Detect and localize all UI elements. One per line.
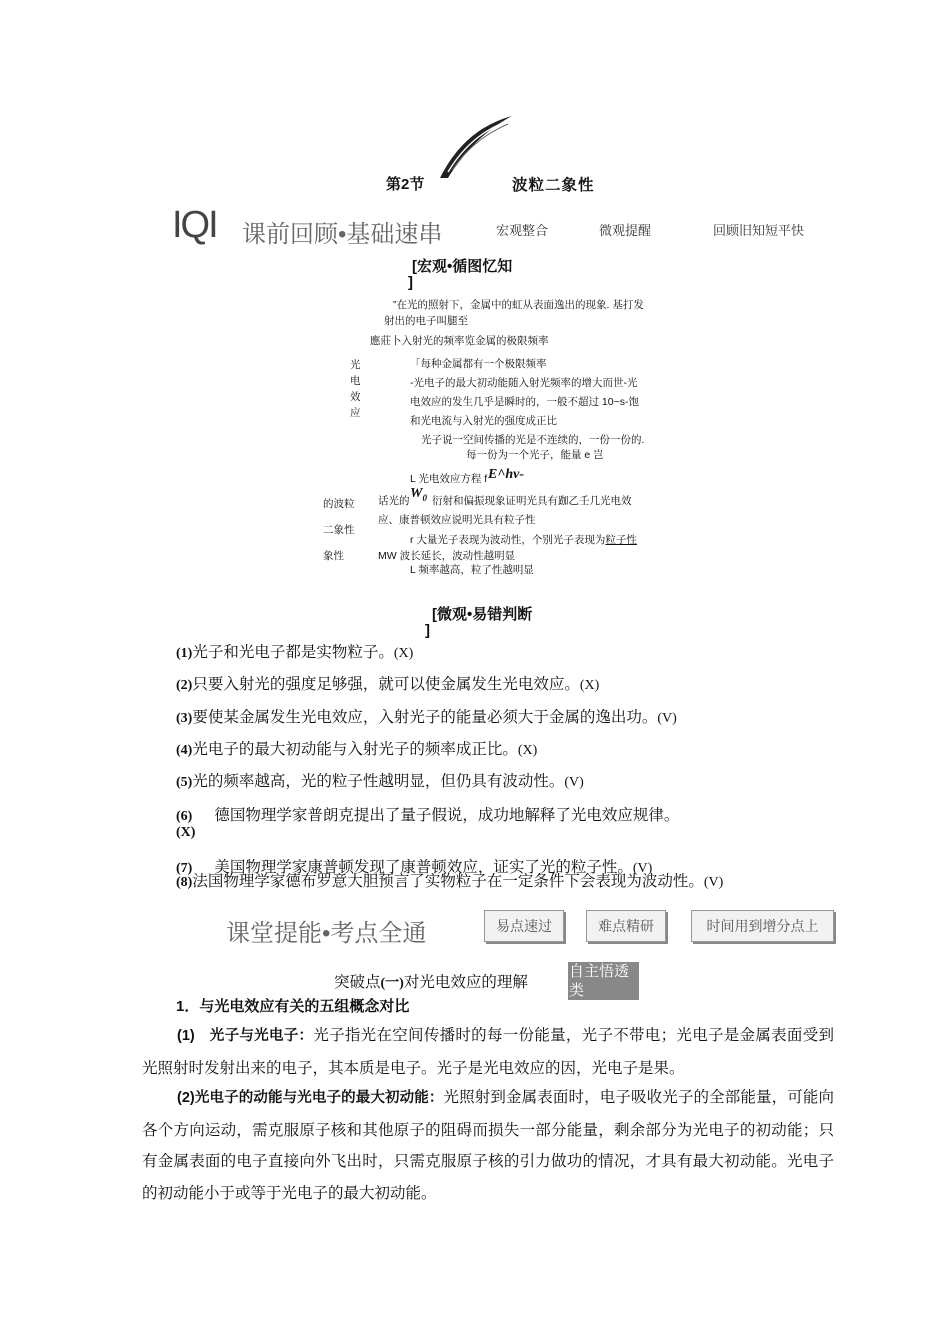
banner-title-classroom: 课堂提能•考点全通 — [226, 920, 427, 947]
paragraph-photon: (1) 光子与光电子：光子指光在空间传播时的每一份能量，光子不带电；光电子是金属表面受到光照射时发射出来的电子，其本质是电子。光子是光电效应的因，光电子是果。 — [142, 1027, 834, 1077]
rule-line: 电效应的发生几乎是瞬时的，一般不超过 10~s-饱 — [410, 396, 639, 408]
judgment-item: (7) 美国物理学家康普顿发现了康普顿效应，证实了光的粒子性。(V) — [176, 859, 653, 876]
photon-theory: 光子说一空间传播的光是不连续的，一份一份的. — [421, 434, 645, 446]
tab-micro[interactable]: 微观提醒 — [599, 223, 652, 238]
self-study-badge: 自主悟透类 — [568, 962, 639, 1000]
photoelectric-equation: E^hv- — [488, 467, 524, 482]
judgment-mark: (X) — [176, 825, 196, 840]
duality-line: L 频率越高，粒了性越明显 — [410, 564, 534, 576]
label-duality: 的波粒 二象性 象性 — [323, 498, 355, 562]
macro-heading: [宏观•循图忆知 — [412, 258, 513, 275]
equation-work-function: $W_0$ — [410, 486, 427, 503]
wave-evidence: 话光的 — [378, 495, 410, 507]
macro-heading-close: ] — [408, 274, 413, 291]
duality-line: MW 波长延长，波动性越明显 — [378, 550, 516, 562]
label-photoelectric: 光 电 效 应 — [350, 359, 361, 419]
paragraph-kinetic-energy: (2)光电子的动能与光电子的最大初动能：光照射到金属表面时，电子吸收光子的全部能量，可能向各个方向运动，需克服原子核和其他原子的阻碍而损失一部分能量，剩余部分为光电子的初动能；只有金属表面的电子直接向外飞出时，只需克服原子核的引力做功的情况，才具有最大初动能。光电子的初动能小于或等于光电子的最大初动能。 — [142, 1089, 834, 1202]
content-heading: 1．与光电效应有关的五组概念对比 — [176, 998, 410, 1015]
rule-line: 和光电流与入射光的强度成正比 — [410, 415, 557, 427]
particle-evidence: 应、康普顿效应说明光具有粒子性 — [378, 514, 536, 526]
section-number: 第2节 — [386, 176, 425, 193]
micro-heading-close: ] — [425, 622, 430, 639]
intro-line: 射出的电子叫腿至 — [384, 315, 468, 327]
swoosh-logo-icon — [438, 112, 518, 180]
banner-title-review: 课前回顾•基础速串 — [242, 221, 443, 248]
judgment-item: (8)法国物理学家德布罗意大胆预言了实物粒子在一定条件下会表现为波动性。(V) — [176, 873, 724, 890]
tab-time-score[interactable]: 时间用到增分点上 — [691, 910, 834, 942]
section-title: 波粒二象性 — [512, 177, 595, 194]
micro-heading: [微观•易错判断 — [432, 606, 533, 623]
intro-line: ”在光的照射下，金属中的虹从表面逸出的现象. 基打发 — [393, 299, 644, 311]
photon-theory: 每一份为一个光子，能量 e 岂 — [466, 449, 604, 461]
breakthrough-title: 突破点(一)对光电效应的理解 — [334, 974, 528, 991]
tab-hard-points[interactable]: 难点精研 — [586, 910, 666, 942]
judgment-item: (1)光子和光电子都是实物粒子。(X) — [176, 644, 414, 661]
tab-review[interactable]: 回顾旧知短平快 — [713, 223, 805, 238]
judgment-item: (6) 德国物理学家普朗克提出了量子假说，成功地解释了光电效应规律。 — [176, 807, 680, 824]
wave-evidence: 衍射和偏振现象证明光具有跏乙壬几光电效 — [432, 495, 632, 507]
tab-easy-points[interactable]: 易点速过 — [484, 910, 564, 942]
frequency-line: 應莊卜入射光的频率览金属的极限频率 — [370, 335, 549, 347]
rule-line: 「每种金属都有一个极限频率 — [410, 358, 547, 370]
judgment-item: (5)光的频率越高，光的粒子性越明显，但仍具有波动性。(V) — [176, 773, 584, 790]
judgment-item: (2)只要入射光的强度足够强，就可以使金属发生光电效应。(X) — [176, 676, 600, 693]
banner-logo: IQI — [172, 204, 217, 246]
rule-line: -光电子的最大初动能随入射光频率的增大而世-光 — [410, 377, 638, 389]
equation-label: L 光电效应方程 f — [410, 473, 488, 485]
duality-line: r 大量光子表现为波动性，个别光子表现为粒子性 — [410, 534, 637, 546]
judgment-item: (4)光电子的最大初动能与入射光子的频率成正比。(X) — [176, 741, 538, 758]
tab-macro[interactable]: 宏观整合 — [496, 223, 549, 238]
judgment-item: (3)要使某金属发生光电效应，入射光子的能量必须大于金属的逸出功。(V) — [176, 709, 677, 726]
